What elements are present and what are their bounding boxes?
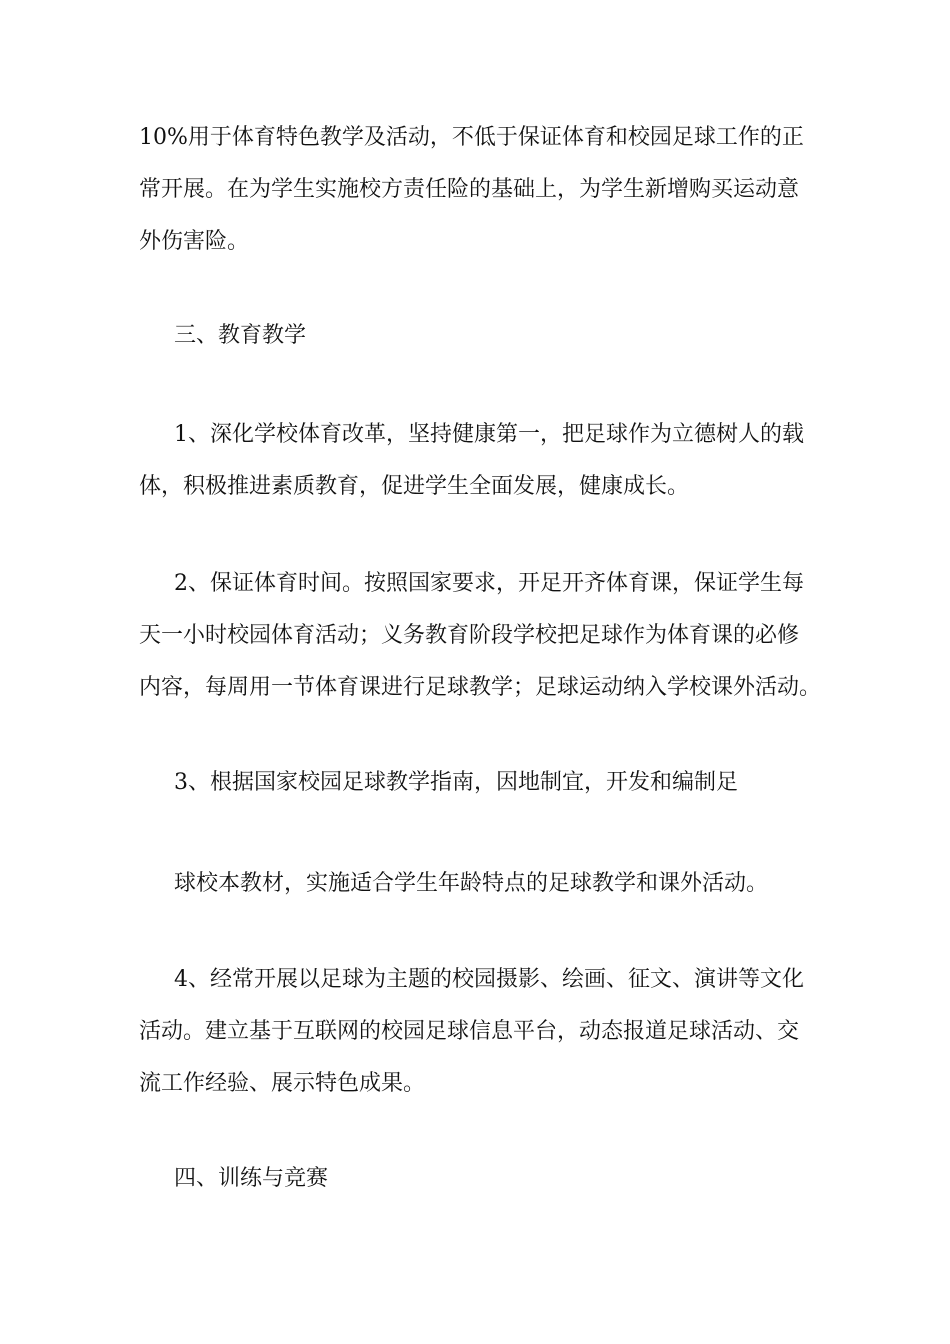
list-item-line: 体，积极推进素质教育，促进学生全面发展，健康成长。 <box>139 474 690 499</box>
paragraph-line: 10%用于体育特色教学及活动，不低于保证体育和校园足球工作的正 <box>139 125 804 150</box>
list-item-line: 流工作经验、展示特色成果。 <box>139 1071 426 1096</box>
list-item-line: 3、根据国家校园足球教学指南，因地制宜，开发和编制足 <box>174 770 738 795</box>
list-item-line: 4、经常开展以足球为主题的校园摄影、绘画、征文、演讲等文化 <box>174 967 804 992</box>
paragraph-line: 外伤害险。 <box>139 229 250 254</box>
list-item-line: 天一小时校园体育活动；义务教育阶段学校把足球作为体育课的必修 <box>139 623 800 648</box>
list-item-line: 活动。建立基于互联网的校园足球信息平台，动态报道足球活动、交 <box>139 1019 800 1044</box>
list-item-line: 2、保证体育时间。按照国家要求，开足开齐体育课，保证学生每 <box>174 571 804 596</box>
section-heading: 四、训练与竞赛 <box>174 1166 329 1191</box>
list-item-line: 内容，每周用一节体育课进行足球教学；足球运动纳入学校课外活动。 <box>139 675 822 700</box>
paragraph-line: 常开展。在为学生实施校方责任险的基础上，为学生新增购买运动意 <box>139 177 800 202</box>
list-item-line: 1、深化学校体育改革，坚持健康第一，把足球作为立德树人的载 <box>174 422 804 447</box>
section-heading: 三、教育教学 <box>174 323 307 348</box>
list-item-line: 球校本教材，实施适合学生年龄特点的足球教学和课外活动。 <box>174 871 769 896</box>
